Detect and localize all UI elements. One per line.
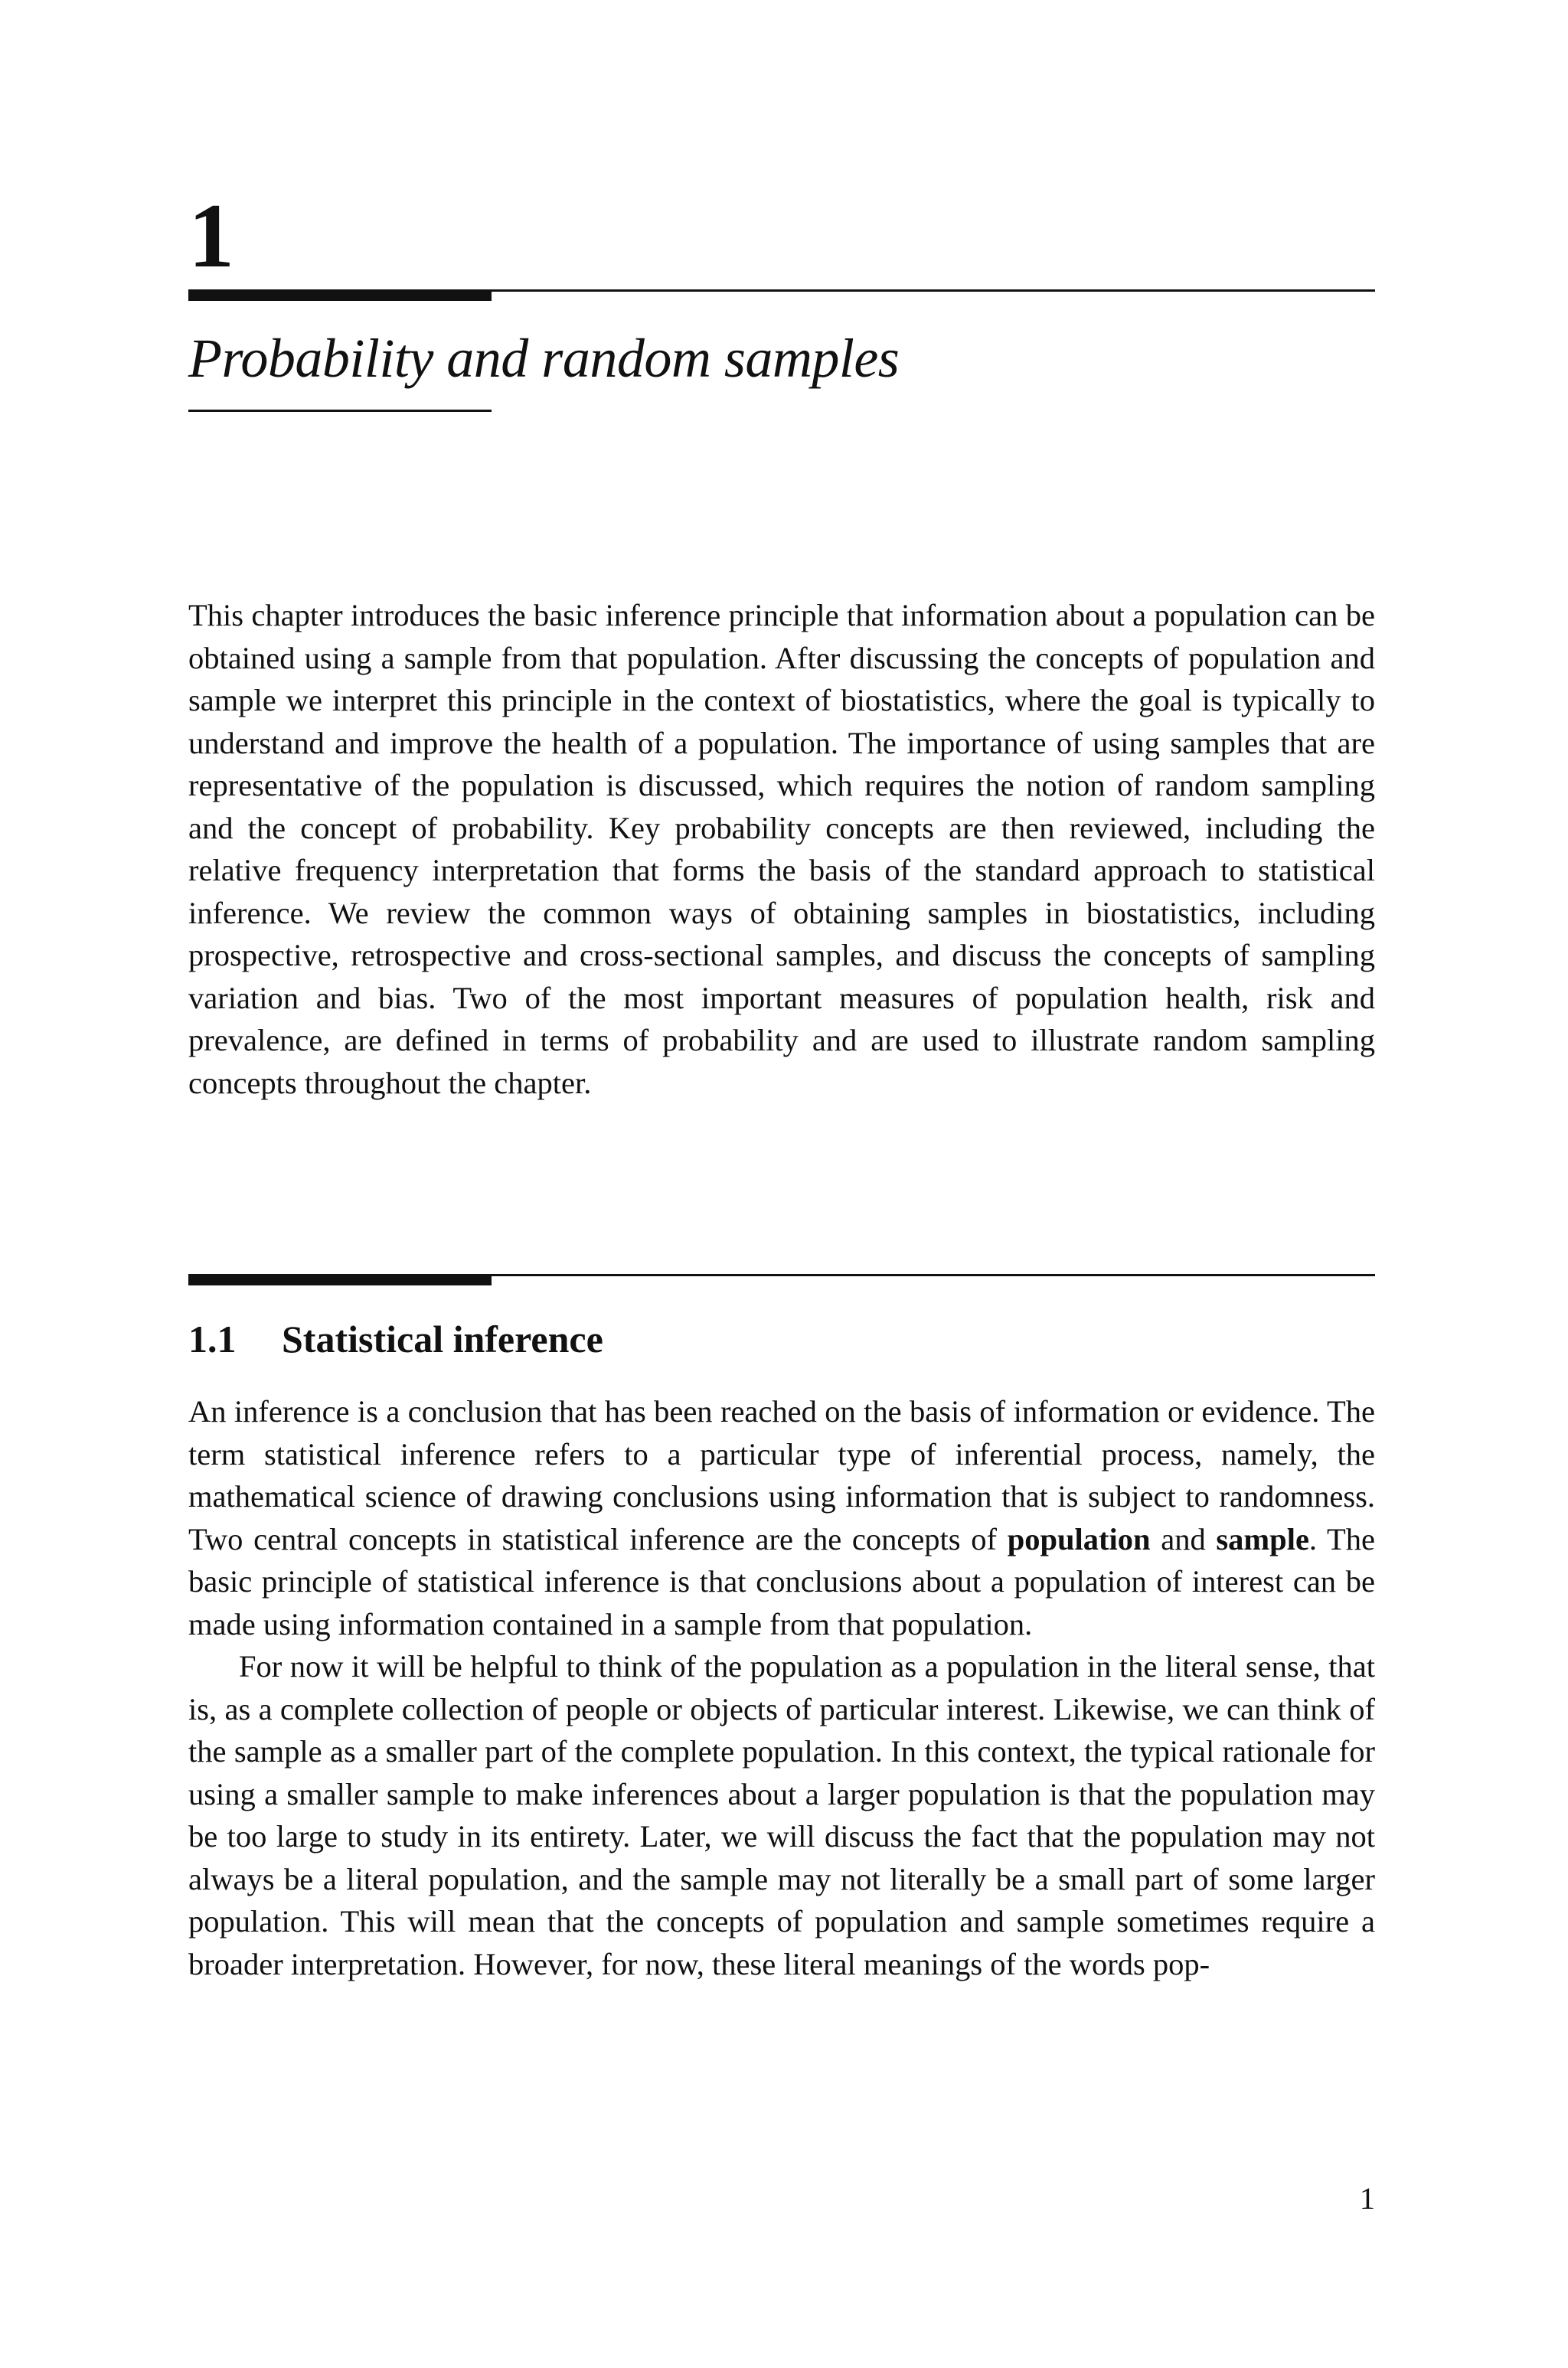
chapter-title-underline [188,410,492,412]
section-rule-thin [492,1274,1375,1276]
section-body [188,1390,1375,1985]
chapter-rule-thick [188,289,492,301]
term-population: population [1007,1521,1151,1556]
paragraph-1 [188,1390,1375,1645]
chapter-title: Probability and random samples [188,328,900,389]
chapter-rule-thin [492,289,1375,292]
section-heading [188,1320,603,1358]
chapter-abstract: This chapter introduces the basic inference principle that information about a population can be obtained using a sample from that population. After discussing the concepts of population and sample we interpret this principle in the context of biostatistics, where the goal is typically to understand and improve the health of a population. The importance of using samples that are representative of the population is discussed, which requires the notion of random sampling and the concept of probability. Key probability concepts are then reviewed, including the relative frequency interpretation that forms the basis of the standard approach to statistical inference. We review the common ways of obtaining samples in biostatistics, including prospective, retrospective and cross-sectional samples, and discuss the concepts of sampling variation and bias. Two of the most important measures of population health, risk and prevalence, are defined in terms of probability and are used to illustrate random sampling concepts throughout the chapter. [188,598,1375,1100]
paragraph-2: For now it will be helpful to think of the population as a population in the literal sense, that is, as a complete collection of people or objects of particular interest. Likewise, we can think of the sample as a smaller part of the complete population. In this context, the typical rationale for using a smaller sample to make inferences about a larger population is that the population may be too large to study in its entirety. Later, we will discuss the fact that the population may not always be a literal population, and the sample may not literally be a small part of some larger population. This will mean that the concepts of population and sample sometimes require a broader interpretation. However, for now, these literal meanings of the words pop- [188,1649,1375,1981]
paragraph-1-text-a: An inference is a conclusion that has been reached on the basis of information or evidence. The term statistical inference refers to a particular type of inferential process, namely, the mathematical science of drawing conclusions using information that is subject to randomness. Two central concepts in statistical inference are the concepts of [188,1394,1375,1556]
chapter-number: 1 [188,185,234,286]
term-sample: sample [1216,1521,1309,1556]
section-number: 1.1 [188,1318,237,1360]
paragraph-1-text-b: and [1150,1521,1217,1556]
paragraph-1-text-c: . The basic principle of statistical inference is that conclusions about a population of interest can be made using information contained in a sample from that population. [188,1521,1375,1641]
page-number: 1 [1359,2181,1375,2216]
section-rule-thick [188,1274,492,1285]
section-title: Statistical inference [282,1318,603,1360]
